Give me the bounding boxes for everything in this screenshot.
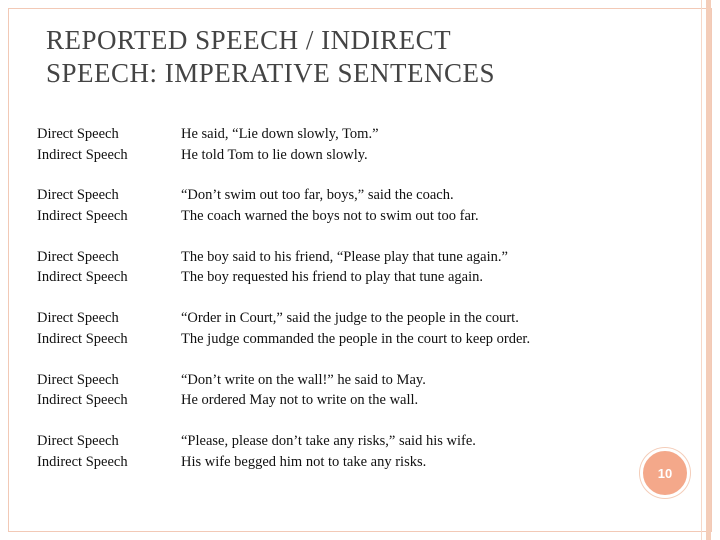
title-line-2: SPEECH: IMPERATIVE SENTENCES [46, 58, 496, 88]
direct-sentence: “Don’t write on the wall!” he said to May. [181, 371, 426, 388]
indirect-speech-label: Indirect Speech [37, 146, 128, 163]
row-labels [37, 308, 177, 349]
direct-speech-label: Direct Speech [37, 187, 119, 204]
row-labels [37, 185, 177, 226]
indirect-speech-label: Indirect Speech [37, 392, 128, 409]
examples-table [37, 124, 677, 492]
row-labels [37, 247, 177, 288]
page-number-badge [640, 448, 690, 498]
indirect-speech-label: Indirect Speech [37, 330, 128, 347]
direct-speech-label: Direct Speech [37, 126, 119, 142]
indirect-sentence: His wife begged him not to take any risks. [181, 453, 427, 470]
indirect-sentence: He ordered May not to write on the wall. [181, 392, 419, 409]
title-line-1: REPORTED SPEECH / INDIRECT [46, 25, 452, 55]
direct-speech-label: Direct Speech [37, 310, 119, 327]
row-sentences [181, 185, 681, 226]
indirect-speech-label: Indirect Speech [37, 207, 128, 224]
row-sentences [181, 124, 681, 165]
example-row-1 [37, 124, 677, 185]
row-sentences [181, 247, 681, 288]
example-row-2 [37, 185, 677, 246]
indirect-speech-label: Indirect Speech [37, 269, 128, 286]
direct-sentence: “Please, please don’t take any risks,” said his wife. [181, 432, 476, 449]
slide-title [46, 24, 686, 90]
decorative-rule [706, 0, 711, 540]
example-row-6 [37, 431, 677, 492]
page-number: 10 [657, 465, 673, 481]
row-sentences [181, 370, 681, 411]
indirect-speech-label: Indirect Speech [37, 453, 128, 470]
indirect-sentence: The coach warned the boys not to swim out too far. [181, 207, 479, 224]
direct-speech-label: Direct Speech [37, 248, 119, 265]
example-row-4 [37, 308, 677, 369]
row-sentences [181, 431, 681, 472]
example-row-5 [37, 370, 677, 431]
direct-speech-label: Direct Speech [37, 371, 119, 388]
row-labels [37, 370, 177, 411]
decorative-rule-inner [701, 0, 702, 540]
row-sentences [181, 308, 681, 349]
direct-speech-label: Direct Speech [37, 432, 119, 449]
example-row-3 [37, 247, 677, 308]
indirect-sentence: He told Tom to lie down slowly. [181, 146, 368, 163]
indirect-sentence: The judge commanded the people in the court to keep order. [181, 330, 531, 347]
direct-sentence: “Don’t swim out too far, boys,” said the coach. [181, 187, 454, 204]
indirect-sentence: The boy requested his friend to play that tune again. [181, 269, 483, 286]
direct-sentence: The boy said to his friend, “Please play that tune again.” [181, 248, 508, 265]
row-labels [37, 431, 177, 472]
direct-sentence: “Order in Court,” said the judge to the people in the court. [181, 310, 519, 327]
row-labels [37, 124, 177, 165]
direct-sentence: He said, “Lie down slowly, Tom.” [181, 126, 379, 142]
